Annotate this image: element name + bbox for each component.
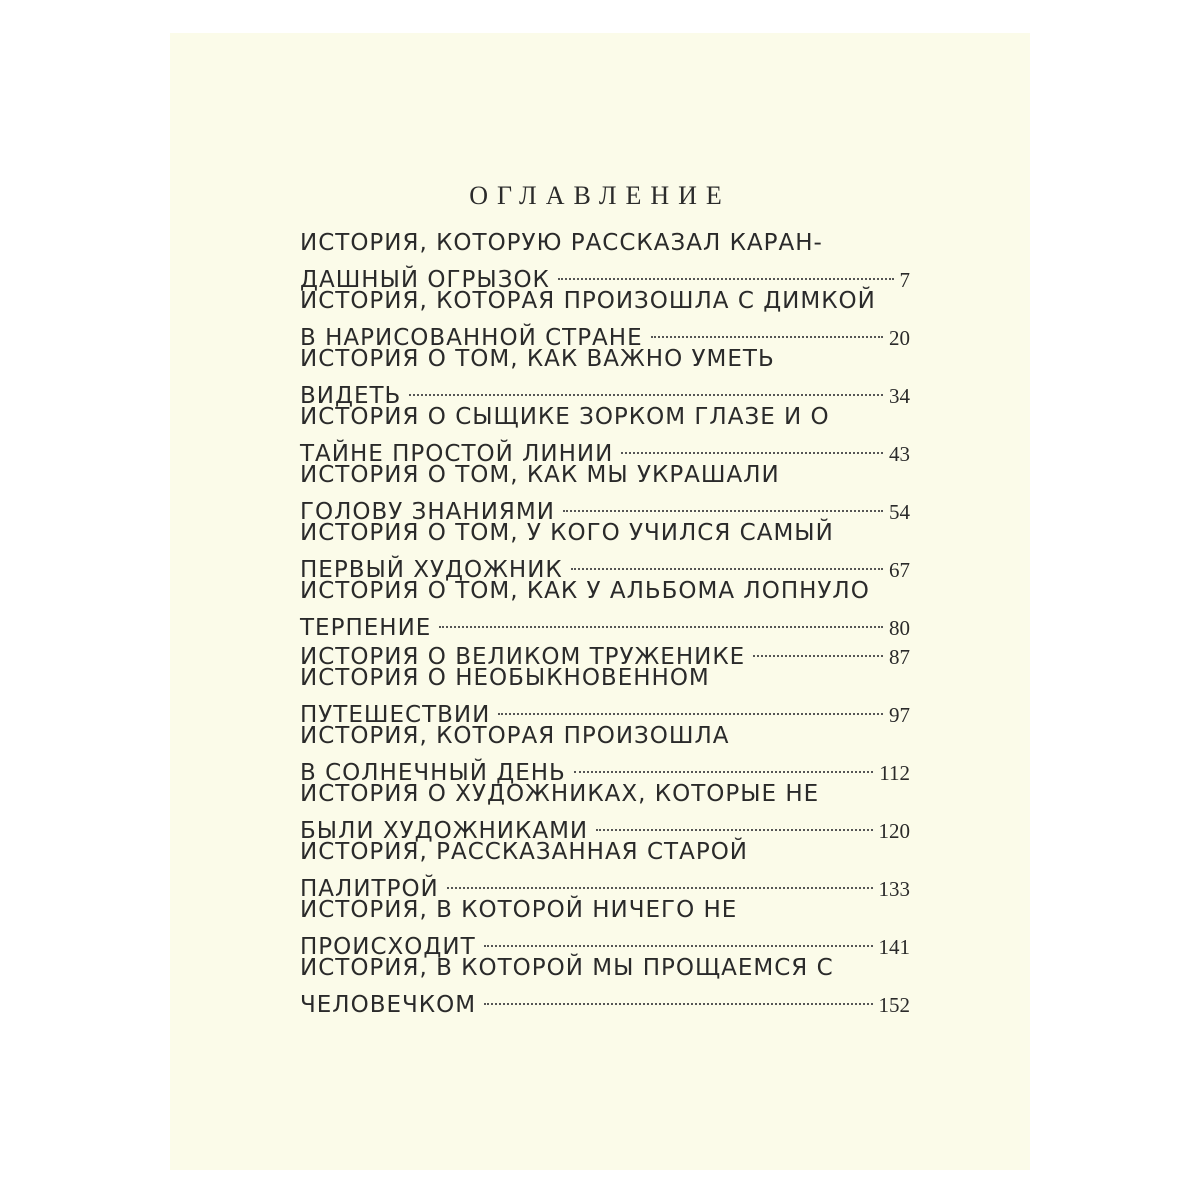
toc-entry bbox=[300, 780, 910, 844]
dot-leader bbox=[409, 374, 883, 403]
toc-entry bbox=[300, 403, 910, 467]
page-number: 87 bbox=[889, 645, 910, 669]
toc-entry-last-line bbox=[300, 983, 910, 1018]
dot-leader bbox=[563, 490, 883, 519]
dot-leader bbox=[447, 867, 873, 896]
page-number: 152 bbox=[878, 993, 910, 1017]
toc-entry-title-line: ИСТОРИЯ О ТОМ, У КОГО УЧИЛСЯ САМЫЙ bbox=[300, 520, 834, 546]
page-number: 120 bbox=[878, 819, 910, 843]
toc-entry bbox=[300, 345, 910, 409]
toc-entry-last-line bbox=[300, 548, 910, 583]
toc-entry bbox=[300, 664, 910, 728]
page-number: 20 bbox=[889, 326, 910, 350]
toc-entry-title-line: ИСТОРИЯ, В КОТОРОЙ МЫ ПРОЩАЕМСЯ С bbox=[300, 955, 834, 981]
toc-entry bbox=[300, 722, 910, 786]
toc-entry-title-line: ИСТОРИЯ, КОТОРАЯ ПРОИЗОШЛА bbox=[300, 723, 730, 749]
page-number: 54 bbox=[889, 500, 910, 524]
dot-leader bbox=[621, 432, 883, 461]
page-title: ОГЛАВЛЕНИЕ bbox=[469, 181, 731, 210]
toc-entry-last-line bbox=[300, 867, 910, 902]
toc-entry-last-line bbox=[300, 925, 910, 960]
toc-entry-title-line: ИСТОРИЯ, РАССКАЗАННАЯ СТАРОЙ bbox=[300, 839, 748, 865]
toc-entry bbox=[300, 229, 910, 293]
toc-entry-last-line bbox=[300, 606, 910, 641]
toc-entry-title-end: ВИДЕТЬ bbox=[300, 383, 402, 409]
toc-entry-title-end: ИСТОРИЯ О ВЕЛИКОМ ТРУЖЕНИКЕ bbox=[300, 644, 746, 670]
toc-entry-title-end: ПЕРВЫЙ ХУДОЖНИК bbox=[300, 557, 563, 583]
toc-entry-title-line: ИСТОРИЯ О ТОМ, КАК МЫ УКРАШАЛИ bbox=[300, 462, 780, 488]
page-number: 43 bbox=[889, 442, 910, 466]
toc-entry-last-line bbox=[300, 316, 910, 351]
toc-entry-title-line: ИСТОРИЯ О СЫЩИКЕ ЗОРКОМ ГЛАЗЕ И О bbox=[300, 404, 830, 430]
page-number: 141 bbox=[878, 935, 910, 959]
table-of-contents bbox=[300, 229, 910, 1018]
toc-entry bbox=[300, 461, 910, 525]
toc-entry-title-line: ИСТОРИЯ О ТОМ, КАК ВАЖНО УМЕТЬ bbox=[300, 346, 775, 372]
page-number: 67 bbox=[889, 558, 910, 582]
page-number: 112 bbox=[879, 761, 910, 785]
book-page bbox=[170, 33, 1030, 1170]
dot-leader bbox=[574, 751, 873, 780]
dot-leader bbox=[484, 925, 873, 954]
toc-entry bbox=[300, 577, 910, 641]
toc-entry bbox=[300, 896, 910, 960]
toc-entry-title-line: ИСТОРИЯ, КОТОРАЯ ПРОИЗОШЛА С ДИМКОЙ bbox=[300, 288, 876, 314]
toc-entry-title-end: В СОЛНЕЧНЫЙ ДЕНЬ bbox=[300, 760, 566, 786]
toc-entry bbox=[300, 954, 910, 1018]
toc-entry-last-line bbox=[300, 258, 910, 293]
dot-leader bbox=[651, 316, 883, 345]
toc-entry-title-end: ПУТЕШЕСТВИИ bbox=[300, 702, 491, 728]
toc-entry-title-line: ИСТОРИЯ О ТОМ, КАК У АЛЬБОМА ЛОПНУЛО bbox=[300, 578, 870, 604]
dot-leader bbox=[439, 606, 883, 635]
toc-entry-last-line bbox=[300, 693, 910, 728]
dot-leader bbox=[571, 548, 883, 577]
toc-entry-title-end: В НАРИСОВАННОЙ СТРАНЕ bbox=[300, 325, 643, 351]
toc-entry bbox=[300, 519, 910, 583]
toc-entry-title-end: ТАЙНЕ ПРОСТОЙ ЛИНИИ bbox=[300, 441, 614, 467]
toc-entry-title-line: ИСТОРИЯ О НЕОБЫКНОВЕННОМ bbox=[300, 665, 710, 691]
page-number: 80 bbox=[889, 616, 910, 640]
toc-entry-title-end: ГОЛОВУ ЗНАНИЯМИ bbox=[300, 499, 555, 525]
toc-entry bbox=[300, 838, 910, 902]
dot-leader bbox=[498, 693, 883, 722]
dot-leader bbox=[558, 258, 894, 287]
toc-entry-last-line bbox=[300, 751, 910, 786]
toc-entry-title-end: БЫЛИ ХУДОЖНИКАМИ bbox=[300, 818, 589, 844]
dot-leader bbox=[596, 809, 872, 838]
toc-entry-last-line bbox=[300, 490, 910, 525]
toc-entry-title-end: ПАЛИТРОЙ bbox=[300, 876, 439, 902]
page-number: 34 bbox=[889, 384, 910, 408]
toc-entry-title-end: ПРОИСХОДИТ bbox=[300, 934, 476, 960]
toc-entry-last-line bbox=[300, 809, 910, 844]
toc-entry-last-line bbox=[300, 374, 910, 409]
page-number: 7 bbox=[899, 268, 910, 292]
dot-leader bbox=[753, 635, 883, 664]
dot-leader bbox=[484, 983, 872, 1012]
toc-entry bbox=[300, 287, 910, 351]
page-number: 97 bbox=[889, 703, 910, 727]
page-number: 133 bbox=[878, 877, 910, 901]
toc-entry-title-end: ЧЕЛОВЕЧКОМ bbox=[300, 992, 477, 1018]
toc-entry-last-line bbox=[300, 432, 910, 467]
toc-entry-title-line: ИСТОРИЯ, КОТОРУЮ РАССКАЗАЛ КАРАН- bbox=[300, 230, 823, 256]
toc-entry-title-end: ДАШНЫЙ ОГРЫЗОК bbox=[300, 267, 550, 293]
toc-entry-title-line: ИСТОРИЯ О ХУДОЖНИКАХ, КОТОРЫЕ НЕ bbox=[300, 781, 820, 807]
toc-entry-title-line: ИСТОРИЯ, В КОТОРОЙ НИЧЕГО НЕ bbox=[300, 897, 738, 923]
toc-entry-title-end: ТЕРПЕНИЕ bbox=[300, 615, 432, 641]
